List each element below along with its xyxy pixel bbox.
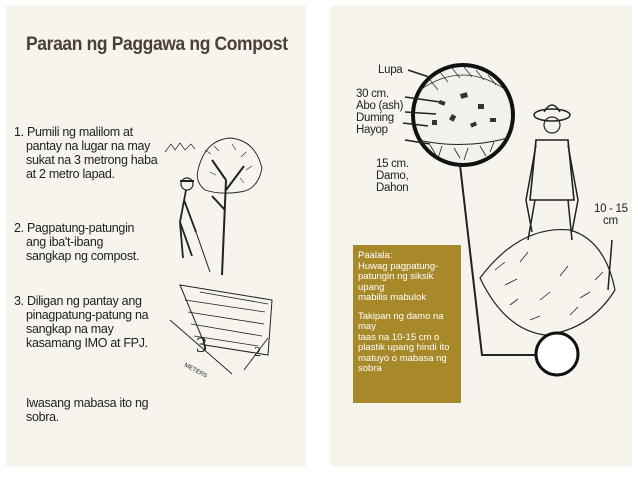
step-2-line-2: ang iba't-ibang [26,235,104,249]
reminder-box [353,245,461,403]
label-abo-1: 30 cm. [356,88,389,100]
note-line-5: Takipan ng damo na may [358,310,444,332]
label-lupa: Lupa [378,64,403,76]
step-3-line-1: 3. Diligan ng pantay ang [14,294,142,308]
step-1-line-2: pantay na lugar na may [26,139,151,153]
label-height-2: cm [603,215,618,227]
step-3-line-3: sangkap na may [26,322,114,336]
step-note-line-2: sobra. [26,410,59,424]
step-note-line-1: Iwasang mabasa ito ng [26,396,149,410]
note-line-7: plastik upang hindi ito [358,342,450,353]
step-1-line-3: sukat na 3 metrong haba [26,153,158,167]
note-line-8: matuyo o mabasa ng [358,352,447,364]
dim-meter: METERS [183,362,208,380]
step-2-line-3: sangkap ng compost. [26,249,140,263]
step-3-line-2: pinagpatung-patung na [26,308,149,322]
dim-two: 2 [254,345,261,360]
label-damo-2: Damo, [376,170,409,182]
step-2-line-1: 2. Pagpatung-patungin [14,221,135,235]
label-abo-4: Hayop [356,124,388,136]
label-abo-2: Abo (ash) [356,100,404,112]
note-line-3: patungin ng siksik upang [358,271,434,293]
page-title: Paraan ng Paggawa ng Compost [26,34,288,55]
note-line-6: taas na 10-15 cm o [358,331,440,343]
note-line-2: Huwag pagpatung- [358,260,439,272]
step-1-line-1: 1. Pumili ng malilom at [14,125,133,139]
label-height-1: 10 - 15 [594,203,628,215]
note-line-1: Paalala: [358,250,393,261]
step-3-line-4: kasamang IMO at FPJ. [26,336,148,350]
field-sketch [165,138,272,380]
dim-three: 3 [196,332,207,357]
step-1-line-4: at 2 metro lapad. [26,167,115,181]
label-damo-1: 15 cm. [376,158,409,170]
label-abo-3: Duming [356,112,394,124]
label-damo-3: Dahon [376,182,409,194]
note-line-4: mabilis mabulok [358,292,427,303]
note-line-9: sobra [358,363,382,374]
